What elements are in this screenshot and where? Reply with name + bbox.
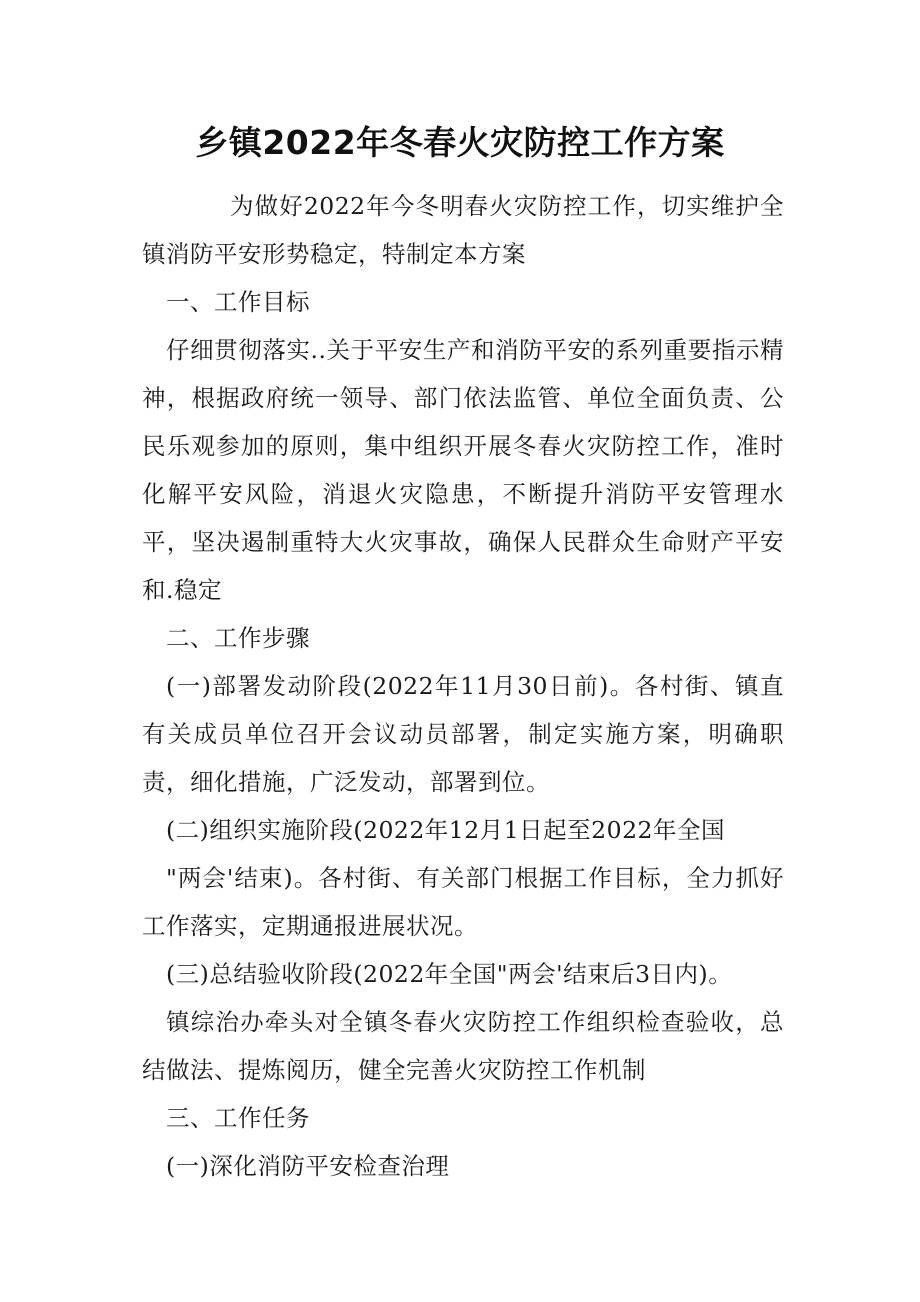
intro-paragraph: 为做好2022年今冬明春火灾防控工作，切实维护全镇消防平安形势稳定，特制定本方案 bbox=[142, 192, 784, 268]
document-body bbox=[142, 182, 784, 1190]
section-heading-goals: 一、工作目标 bbox=[166, 288, 310, 316]
step-2-paragraph-continued: "两会'结束)。各村街、有关部门根据工作目标，全力抓好工作落实，定期通报进展状况。 bbox=[142, 864, 784, 940]
step-3-paragraph-continued: 镇综治办牵头对全镇冬春火灾防控工作组织检查验收，总结做法、提炼阅历，健全完善火灾防控工作机制 bbox=[142, 1008, 784, 1084]
step-2-paragraph-line: (二)组织实施阶段(2022年12月1日起至2022年全国 bbox=[166, 816, 725, 844]
step-1-paragraph: (一)部署发动阶段(2022年11月30日前)。各村街、镇直有关成员单位召开会议动员部署，制定实施方案，明确职责，细化措施，广泛发动，部署到位。 bbox=[142, 672, 784, 796]
document-title: 乡镇2022年冬春火灾防控工作方案 bbox=[195, 123, 725, 162]
section-heading-steps: 二、工作步骤 bbox=[166, 624, 310, 652]
task-1-heading: (一)深化消防平安检查治理 bbox=[166, 1152, 450, 1180]
section-heading-tasks: 三、工作任务 bbox=[166, 1104, 310, 1132]
goals-paragraph: 仔细贯彻落实..关于平安生产和消防平安的系列重要指示精神，根据政府统一领导、部门依法监管、单位全面负责、公民乐观参加的原则，集中组织开展冬春火灾防控工作，准时化解平安风险，消退火灾隐患，不断提升消防平安管理水平，坚决遏制重特大火灾事故，确保人民群众生命财产平安和.稳定 bbox=[142, 336, 784, 604]
step-3-paragraph-line: (三)总结验收阶段(2022年全国"两会'结束后3日内)。 bbox=[166, 960, 733, 988]
